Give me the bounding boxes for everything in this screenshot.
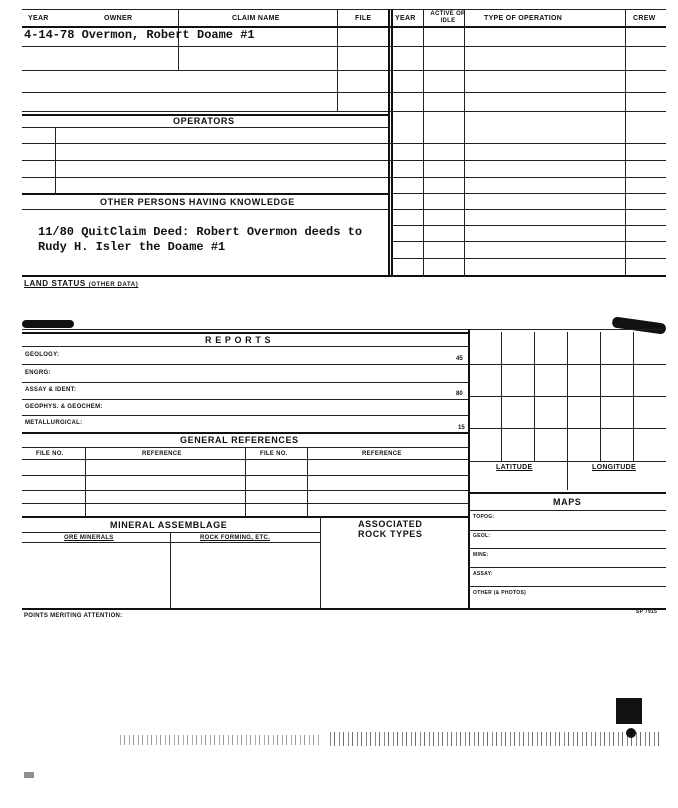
registration-mark — [616, 698, 642, 724]
ref-header-reference: REFERENCE — [142, 451, 182, 457]
rule — [392, 225, 666, 226]
rule — [22, 399, 468, 400]
rule — [22, 432, 468, 434]
rule — [22, 127, 388, 128]
report-metallurgical-num: 15 — [458, 425, 465, 431]
rule — [22, 177, 666, 178]
rule — [22, 516, 468, 518]
rule — [22, 70, 666, 71]
report-assay-num: 80 — [456, 391, 463, 397]
mineral-assemblage-title: MINERAL ASSEMBLAGE — [110, 520, 228, 530]
ref-header-file-no: FILE NO. — [36, 451, 64, 457]
rule — [22, 160, 666, 161]
owner-entry: 4-14-78 Overmon, Robert — [24, 28, 190, 42]
ink-smudge — [611, 316, 666, 334]
land-status-title: LAND STATUS — [24, 279, 86, 288]
rule — [468, 396, 666, 397]
ref-header-reference-2: REFERENCE — [362, 451, 402, 457]
rule — [22, 9, 666, 10]
scan-noise — [330, 732, 660, 746]
rule — [337, 9, 338, 111]
rule — [22, 475, 468, 476]
rule — [468, 548, 666, 549]
rule — [22, 193, 388, 195]
rule — [85, 447, 86, 516]
reports-title: R E P O R T S — [205, 335, 272, 345]
deed-note-line-1: 11/80 QuitClaim Deed: Robert Overmon deeds to — [38, 225, 363, 239]
associated-rock-types — [358, 519, 423, 539]
claim-name-entry: Doame #1 — [197, 28, 255, 42]
maps-geol: GEOL: — [473, 533, 491, 539]
report-engrg: ENGRG: — [25, 370, 51, 376]
longitude-label: LONGITUDE — [592, 464, 636, 471]
rule — [22, 532, 320, 533]
maps-other: OTHER (& PHOTOS) — [473, 590, 527, 596]
rule — [468, 586, 666, 587]
rule — [625, 9, 626, 275]
rule — [22, 46, 666, 47]
report-assay: ASSAY & IDENT: — [25, 387, 77, 393]
ref-header-file-no-2: FILE NO. — [260, 451, 288, 457]
maps-assay: ASSAY: — [473, 571, 493, 577]
rule — [392, 258, 666, 259]
land-status-label — [24, 279, 138, 288]
rule — [22, 275, 666, 277]
associated-line-1: ASSOCIATED — [358, 519, 423, 529]
rule — [22, 332, 468, 334]
rule — [392, 193, 666, 194]
rule — [22, 329, 666, 330]
rule — [22, 111, 666, 112]
maps-mine: MINE: — [473, 552, 489, 558]
rule — [468, 492, 666, 494]
rule — [245, 447, 246, 516]
rule — [468, 461, 666, 462]
report-geology-num: 45 — [456, 356, 463, 362]
rule — [423, 9, 424, 275]
rule — [22, 92, 666, 93]
general-references-title: GENERAL REFERENCES — [180, 435, 299, 445]
rule — [170, 532, 171, 608]
rule — [22, 382, 468, 383]
report-geology: GEOLOGY: — [25, 352, 60, 358]
header-claim-name: CLAIM NAME — [232, 15, 280, 22]
rule — [392, 241, 666, 242]
rule — [22, 346, 468, 347]
associated-line-2: ROCK TYPES — [358, 529, 423, 539]
rule — [22, 415, 468, 416]
rule — [22, 542, 320, 543]
rule — [464, 9, 465, 275]
operators-title: OPERATORS — [173, 116, 235, 126]
rule — [468, 567, 666, 568]
rule — [468, 530, 666, 531]
header-owner: OWNER — [104, 15, 133, 22]
header-file: FILE — [355, 15, 372, 22]
rule — [468, 364, 666, 365]
form-number: SP 7915 — [636, 609, 658, 615]
registration-dot — [626, 728, 636, 738]
rule — [22, 503, 468, 504]
ink-smudge — [22, 320, 74, 328]
deed-note-line-2: Rudy H. Isler the Doame #1 — [38, 240, 226, 254]
header-year-2: YEAR — [395, 15, 416, 22]
header-year: YEAR — [28, 15, 49, 22]
header-type-of-operation: TYPE OF OPERATION — [484, 15, 563, 22]
maps-title: MAPS — [553, 497, 582, 507]
rock-forming-header: ROCK FORMING, ETC. — [200, 535, 271, 541]
scan-speck — [24, 772, 34, 778]
rule — [391, 9, 393, 275]
latitude-label: LATITUDE — [496, 464, 533, 471]
rule — [22, 209, 388, 210]
rule — [392, 209, 666, 210]
land-status-sub: (OTHER DATA) — [88, 282, 139, 288]
rule — [320, 516, 321, 608]
report-metallurgical: METALLURGICAL: — [25, 420, 83, 426]
rule — [307, 447, 308, 516]
points-meriting-attention: POINTS MERITING ATTENTION: — [24, 613, 123, 619]
maps-topog: TOPOG: — [473, 514, 495, 520]
other-persons-title: OTHER PERSONS HAVING KNOWLEDGE — [100, 197, 295, 207]
rule — [22, 143, 666, 144]
rule — [22, 490, 468, 491]
rule — [388, 9, 390, 275]
header-active-or-idle: ACTIVE OR IDLE — [430, 11, 466, 24]
report-geophys: GEOPHYS. & GEOCHEM: — [25, 404, 103, 410]
scan-noise — [120, 735, 320, 745]
rule — [468, 510, 666, 511]
rule — [22, 364, 468, 365]
ore-minerals-header: ORE MINERALS — [64, 535, 114, 541]
header-crew: CREW — [633, 15, 656, 22]
rule — [22, 608, 666, 610]
rule — [468, 428, 666, 429]
rule — [567, 332, 568, 490]
